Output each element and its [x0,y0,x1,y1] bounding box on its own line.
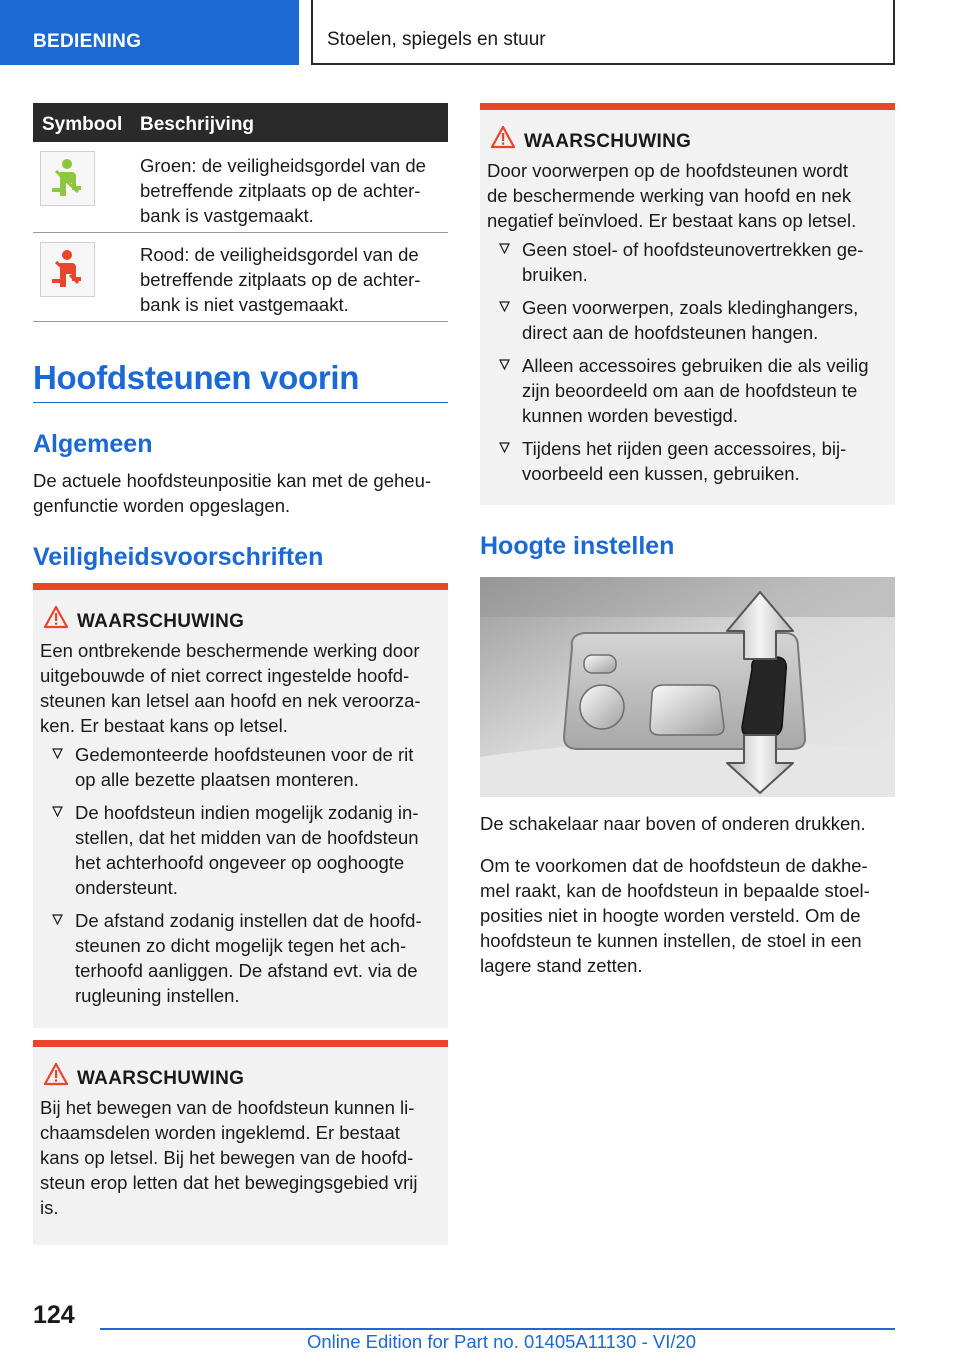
list-item: De hoofdsteun indien mogelijk zodanig in- stellen, dat het midden van de hoofdsteun het achterhoofd ongeveer op ooghoogte ondersteunt. [40,800,440,900]
seatbelt-unfastened-icon [40,242,95,297]
warning-text: Door voorwerpen op de hoofdsteunen wordt de beschermende werking van hoofd en nek negatief beïnvloed. Er bestaat kans op letsel. [487,160,857,231]
hoogte-paragraph-2: Om te voorkomen dat de hoofdsteun de dakhe- mel raakt, kan de hoofdsteun in bepaalde stoel- posities niet in hoogte worden versteld. Om de hoofdsteun te kunnen instellen, de stoel in een lagere stand zetten. [480,855,870,976]
table-header-symbol: Symbool [42,114,123,135]
list-item: Tijdens het rijden geen accessoires, bij- voorbeeld een kussen, gebruiken. [487,436,887,486]
warning-triangle-icon [43,605,69,629]
subsection-title-safety: Veiligheidsvoorschriften [33,543,324,571]
warning-triangle-icon [490,125,516,149]
footer-edition-text: Online Edition for Part no. 01405A11130 - VI/20 [307,1331,697,1352]
footer-rule [100,1328,895,1330]
header-chapter-label: Stoelen, spiegels en stuur [327,29,546,50]
warning-bullet-list [40,742,440,1008]
algemeen-paragraph: De actuele hoofdsteunpositie kan met de geheu- genfunctie worden opgeslagen. [33,470,432,516]
table-row [33,233,448,322]
list-item: De afstand zodanig instellen dat de hoofd- steunen zo dicht mogelijk tegen het ach- terhoofd aanliggen. De afstand evt. via de rugleuning instellen. [40,908,440,1008]
triangle-bullet-icon [499,442,510,453]
section-title: Hoofdsteunen voorin [33,359,360,396]
hoogte-paragraph-1: De schakelaar naar boven of onderen drukken. [480,813,866,834]
table-header-description: Beschrijving [140,114,255,135]
triangle-bullet-icon [52,748,63,759]
warning-text: Een ontbrekende beschermende werking door uitgebouwde of niet correct ingestelde hoofd- steunen kan letsel aan hoofd en nek veroorza- ken. Er bestaat kans op letsel. [40,640,421,736]
seat-switch-photo [480,577,895,797]
warning-box [33,1040,448,1245]
header-chapter-box [311,0,895,65]
symbol-table [33,103,448,322]
triangle-bullet-icon [52,806,63,817]
list-item: Geen voorwerpen, zoals kledinghangers, direct aan de hoofdsteunen hangen. [487,295,887,345]
list-item: Alleen accessoires gebruiken die als veilig zijn beoordeeld om aan de hoofdsteun te kunnen worden bevestigd. [487,353,887,428]
triangle-bullet-icon [499,243,510,254]
header-section-tab [0,0,299,65]
warning-bullet-list [487,237,887,486]
section-title-rule [33,402,448,403]
subsection-title-algemeen: Algemeen [33,430,153,458]
warning-title: WAARSCHUWING [487,128,887,153]
warning-text: Bij het bewegen van de hoofdsteun kunnen li- chaamsdelen worden ingeklemd. Er bestaat kans op letsel. Bij het bewegen van de hoofd- steun erop letten dat het bewegingsgebied vrij is. [40,1097,418,1218]
header-section-label: BEDIENING [33,31,142,52]
warning-box [480,103,895,505]
list-item: Geen stoel- of hoofdsteunovertrekken ge- bruiken. [487,237,887,287]
warning-title: WAARSCHUWING [40,1065,440,1090]
warning-title: WAARSCHUWING [40,608,440,633]
triangle-bullet-icon [52,914,63,925]
list-item: Gedemonteerde hoofdsteunen voor de rit op alle bezette plaatsen monteren. [40,742,440,792]
triangle-bullet-icon [499,359,510,370]
warning-triangle-icon [43,1062,69,1086]
table-header [33,103,448,142]
table-row [33,142,448,233]
seatbelt-fastened-icon [40,151,95,206]
page-number: 124 [33,1301,75,1329]
warning-box [33,583,448,1028]
row-description: Rood: de veiligheidsgordel van de betreffende zitplaats op de achter- bank is niet vastgemaakt. [140,244,421,315]
subsection-title-hoogte: Hoogte instellen [480,532,675,560]
row-description: Groen: de veiligheidsgordel van de betreffende zitplaats op de achter- bank is vastgemaakt. [140,155,426,226]
triangle-bullet-icon [499,301,510,312]
